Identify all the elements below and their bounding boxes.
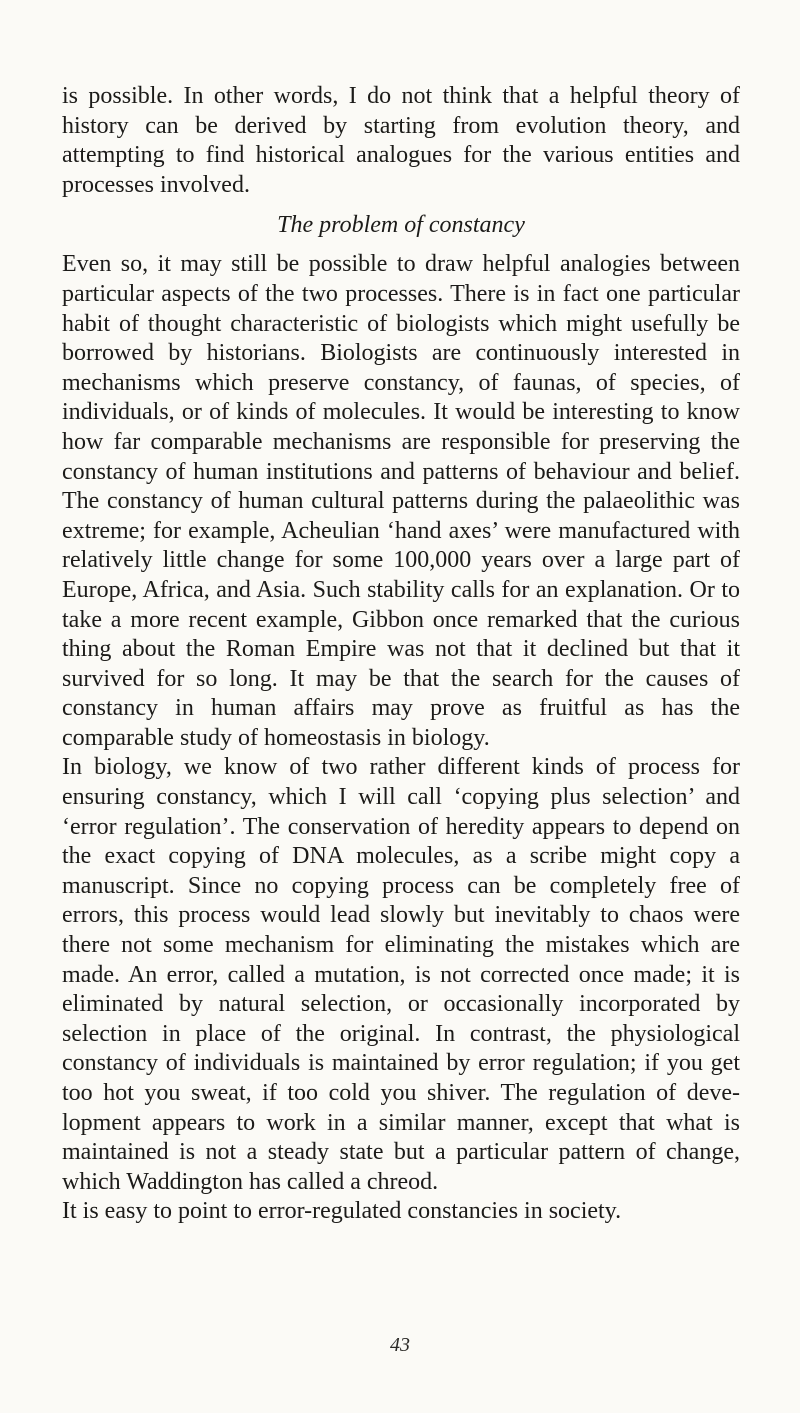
paragraph-intro: is possible. In other words, I do not think that a helpful theory of history can be derived by starting from evolution theory, and attempting to find historical analogues for the various entities and processes involved. [62, 83, 740, 198]
paragraph-society: It is easy to point to error-regulated constancies in society. [62, 1198, 622, 1225]
paragraph-biology: In biology, we know of two rather different kinds of process for ensuring constancy, which I will call ‘copying plus selection’ and ‘error regulation’. The conservation of heredity appears to depend on the exact copying of DNA molecules, as a scribe might copy a manuscript. Since no copying process can be completely free of errors, this process would lead slowly but inevitably to chaos were there not some mechanism for eliminating the mistakes which are made. An error, called a mutation, is not corrected once made; it is eliminated by natural selection, or occasionally incorporated by selection in place of the original. In contrast, the physiological constancy of individuals is maintained by error regulation; if you get too hot you sweat, if too cold you shiver. The regulation of development appears to work in a similar manner, except that what is maintained is not a steady state but a particular pattern of change, which Waddington has called a chreod. [62, 754, 740, 1195]
page-number: 43 [390, 1334, 410, 1356]
section-heading: The problem of constancy [277, 212, 525, 239]
paragraph-constancy: Even so, it may still be possible to draw helpful analogies between particular aspects of the two processes. There is in fact one particular habit of thought characteristic of biologists which might usefully be borrowed by historians. Biologists are continuously interested in mechanisms which preserve constancy, of faunas, of species, of individuals, or of kinds of molecules. It would be interesting to know how far comparable mechanisms are responsible for preserving the constancy of human institutions and patterns of behaviour and belief. The constancy of human cultural patterns during the palaeolithic was extreme; for example, Acheulian ‘hand axes’ were manufactured with relatively little change for some 100,000 years over a large part of Europe, Africa, and Asia. Such stability calls for an explanation. Or to take a more recent example, Gibbon once remarked that the curious thing about the Roman Empire was not that it declined but that it survived for so long. It may be that the search for the causes of constancy in human affairs may prove as fruitful as has the comparable study of homeostasis in biology. [62, 251, 740, 751]
